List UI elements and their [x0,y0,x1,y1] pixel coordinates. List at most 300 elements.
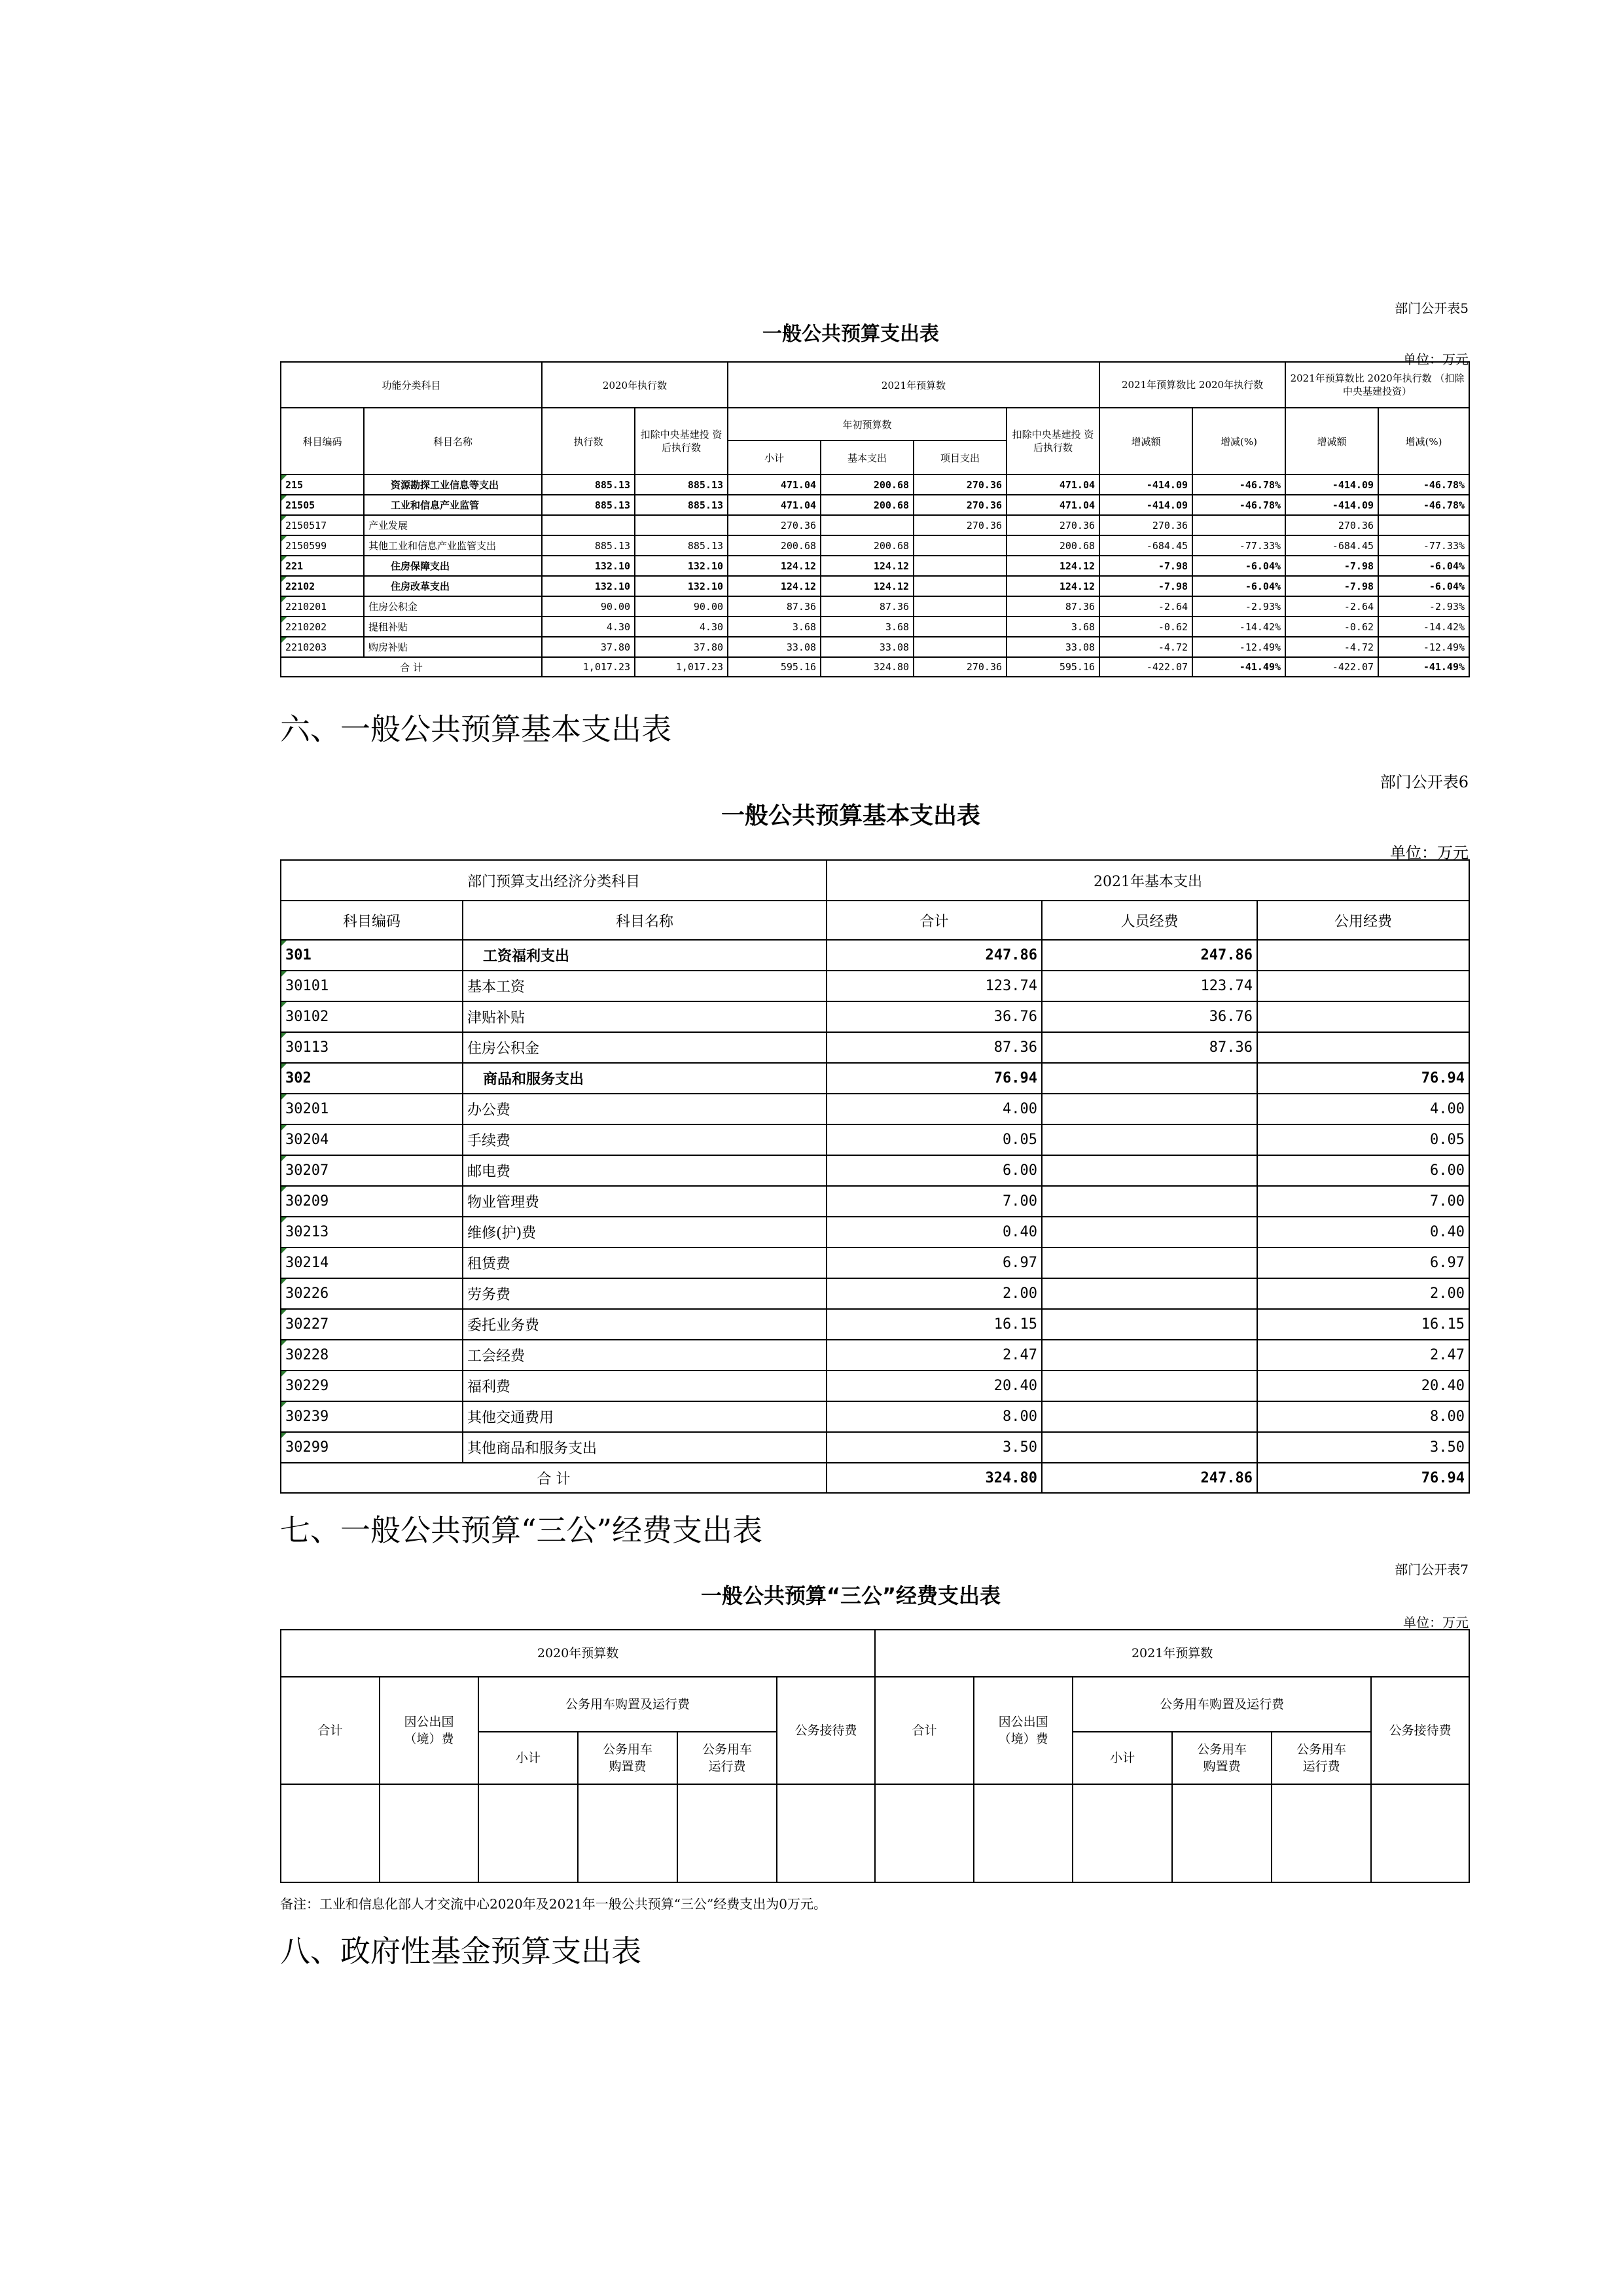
row-value: 87.36 [821,596,914,617]
table-row [281,535,1469,556]
table6-title: 一般公共预算基本支出表 [721,802,980,829]
table6-total-label: 合 计 [281,1463,827,1493]
hdr-zhixing: 执行数 [542,408,635,475]
row-value: -414.09 [1285,495,1378,515]
table-row [281,495,1469,515]
hdr-heji: 合计 [827,901,1042,940]
hdr-zjl: 增减(%) [1192,408,1285,475]
row-value: 3.50 [827,1432,1042,1463]
row-name: 工会经费 [463,1340,827,1371]
row-value: -46.78% [1378,475,1469,495]
hdr-y2020: 2020年预算数 [281,1630,875,1677]
row-value: 471.04 [728,495,821,515]
table5-total-cell: 1,017.23 [635,657,728,677]
row-value: 885.13 [635,535,728,556]
hdr-zje: 增减额 [1099,408,1192,475]
hdr-gouzhi-2020: 公务用车 购置费 [578,1732,677,1784]
row-value [1042,1155,1257,1186]
hdr-nianchu: 年初预算数 [728,408,1007,440]
table7-note: 备注：工业和信息化部人才交流中心2020年及2021年一般公共预算“三公”经费支出为0万元。 [280,1896,827,1912]
hdr-xiangmu: 项目支出 [914,440,1007,475]
row-value: 6.00 [827,1155,1042,1186]
table7-cell [974,1784,1073,1882]
row-value: 4.00 [1257,1094,1469,1124]
hdr-yingong-2021: 因公出国 （境）费 [974,1677,1073,1784]
row-value: -684.45 [1285,535,1378,556]
row-value: 90.00 [542,596,635,617]
row-value [914,596,1007,617]
row-code: 30214 [281,1247,463,1278]
row-value: -46.78% [1192,475,1285,495]
row-value: 123.74 [827,971,1042,1001]
hdr-gongche-2020: 公务用车购置及运行费 [478,1677,777,1732]
hdr-gongche-2021: 公务用车购置及运行费 [1073,1677,1371,1732]
row-value: 885.13 [635,475,728,495]
table5-tag: 部门公开表5 [1395,300,1469,316]
row-value: -2.93% [1378,596,1469,617]
table-row [281,1094,1469,1124]
row-name: 劳务费 [463,1278,827,1309]
row-value: 123.74 [1042,971,1257,1001]
row-name: 资源勘探工业信息等支出 [364,475,542,495]
hdr-cmp1: 2021年预算数比 2020年执行数 [1099,362,1285,408]
table-row [281,556,1469,576]
row-value: 6.97 [1257,1247,1469,1278]
hdr-yunxing-2020: 公务用车 运行费 [677,1732,777,1784]
hdr-xiaoji: 小计 [728,440,821,475]
row-value: -414.09 [1099,495,1192,515]
row-value [1192,515,1285,535]
row-value: 132.10 [635,556,728,576]
table5-total-cell: -422.07 [1285,657,1378,677]
row-value [914,637,1007,657]
row-code: 22102 [281,576,364,596]
table-row [281,940,1469,971]
row-value: 247.86 [1042,940,1257,971]
row-name: 提租补贴 [364,617,542,637]
table6-total-cell: 324.80 [827,1463,1042,1493]
row-code: 30229 [281,1371,463,1401]
row-value: 6.00 [1257,1155,1469,1186]
row-code: 2150517 [281,515,364,535]
table7-cell [380,1784,478,1882]
table5-total-cell: 595.16 [1007,657,1099,677]
row-value: 0.05 [827,1124,1042,1155]
table-row [281,576,1469,596]
row-code: 301 [281,940,463,971]
row-value: 4.00 [827,1094,1042,1124]
row-name: 其他商品和服务支出 [463,1432,827,1463]
row-value: 20.40 [1257,1371,1469,1401]
table-row [281,1401,1469,1432]
table6 [280,859,1470,1494]
hdr-heji-2020: 合计 [281,1677,380,1784]
row-value: 8.00 [1257,1401,1469,1432]
row-name: 基本工资 [463,971,827,1001]
hdr-cmp2: 2021年预算数比 2020年执行数 （扣除中央基建投资） [1285,362,1469,408]
row-code: 30227 [281,1309,463,1340]
row-value: 270.36 [728,515,821,535]
row-name: 邮电费 [463,1155,827,1186]
table7-title: 一般公共预算“三公”经费支出表 [700,1583,1001,1608]
row-value: 33.08 [1007,637,1099,657]
table-row [281,617,1469,637]
row-name: 福利费 [463,1371,827,1401]
row-value [1042,1401,1257,1432]
row-value: 8.00 [827,1401,1042,1432]
row-name: 租赁费 [463,1247,827,1278]
hdr-code: 科目编码 [281,901,463,940]
row-value: -77.33% [1378,535,1469,556]
row-name: 商品和服务支出 [463,1063,827,1094]
table-row [281,1155,1469,1186]
table7-cell [281,1784,380,1882]
row-value: 4.30 [542,617,635,637]
row-value [1042,1340,1257,1371]
section-8-heading: 八、政府性基金预算支出表 [280,1933,641,1969]
row-value: 471.04 [1007,495,1099,515]
row-value: 270.36 [914,495,1007,515]
row-value: 2.00 [1257,1278,1469,1309]
table-row [281,1371,1469,1401]
row-name: 津贴补贴 [463,1001,827,1032]
row-code: 30239 [281,1401,463,1432]
row-value: -6.04% [1192,576,1285,596]
row-value [1257,940,1469,971]
row-value: 200.68 [821,495,914,515]
row-code: 302 [281,1063,463,1094]
section-6-heading: 六、一般公共预算基本支出表 [280,711,671,747]
hdr-code: 科目编码 [281,408,364,475]
row-code: 30113 [281,1032,463,1063]
table7-unit: 单位：万元 [1403,1615,1469,1630]
hdr-kouchu2: 扣除中央基建投 资后执行数 [1007,408,1099,475]
row-value: 3.68 [821,617,914,637]
row-value: 270.36 [1099,515,1192,535]
row-value: 76.94 [827,1063,1042,1094]
table-row [281,596,1469,617]
hdr-yingong-2020: 因公出国 （境）费 [380,1677,478,1784]
row-value: 270.36 [914,515,1007,535]
table7-cell [1073,1784,1172,1882]
row-value [1042,1371,1257,1401]
hdr-y2021: 2021年预算数 [875,1630,1469,1677]
row-value: 36.76 [1042,1001,1257,1032]
row-value: 16.15 [1257,1309,1469,1340]
table-row [281,1217,1469,1247]
table5-total-label: 合 计 [281,657,542,677]
row-value: -4.72 [1099,637,1192,657]
table-row [281,637,1469,657]
row-code: 30102 [281,1001,463,1032]
row-value: -0.62 [1099,617,1192,637]
table7-cell [875,1784,974,1882]
hdr-kouchu: 扣除中央基建投 资后执行数 [635,408,728,475]
row-value: 33.08 [728,637,821,657]
table7-cell [578,1784,677,1882]
table7-cell [677,1784,777,1882]
row-value: 87.36 [1042,1032,1257,1063]
row-value [1042,1063,1257,1094]
row-value: 247.86 [827,940,1042,971]
row-value [914,535,1007,556]
table-row [281,971,1469,1001]
row-value: -6.04% [1192,556,1285,576]
row-name: 办公费 [463,1094,827,1124]
row-code: 30226 [281,1278,463,1309]
hdr-zjl2: 增减(%) [1378,408,1469,475]
hdr-exec2020: 2020年执行数 [542,362,728,408]
row-value: 4.30 [635,617,728,637]
hdr-basic2021: 2021年基本支出 [827,860,1469,901]
row-value [1042,1124,1257,1155]
row-value: -4.72 [1285,637,1378,657]
table5-total-cell: 324.80 [821,657,914,677]
hdr-jiben: 基本支出 [821,440,914,475]
table7 [280,1629,1470,1883]
row-value: 2.47 [827,1340,1042,1371]
row-value: 90.00 [635,596,728,617]
table7-cell [1371,1784,1469,1882]
row-value: 76.94 [1257,1063,1469,1094]
row-value: -7.98 [1099,576,1192,596]
row-value: -12.49% [1378,637,1469,657]
row-value: 132.10 [542,576,635,596]
row-value: 471.04 [728,475,821,495]
table5-total-cell: -41.49% [1378,657,1469,677]
row-value: 16.15 [827,1309,1042,1340]
row-name: 维修(护)费 [463,1217,827,1247]
table-row [281,515,1469,535]
row-code: 30101 [281,971,463,1001]
table5-total-cell: 595.16 [728,657,821,677]
row-name: 产业发展 [364,515,542,535]
row-name: 手续费 [463,1124,827,1155]
row-name: 住房公积金 [463,1032,827,1063]
row-code: 30204 [281,1124,463,1155]
row-value [1257,1001,1469,1032]
row-value: -77.33% [1192,535,1285,556]
row-value: 200.68 [821,475,914,495]
row-value: -414.09 [1099,475,1192,495]
table-row [281,1309,1469,1340]
row-value: 7.00 [1257,1186,1469,1217]
table-row [281,1032,1469,1063]
row-code: 221 [281,556,364,576]
row-value [914,576,1007,596]
hdr-jiedai-2021: 公务接待费 [1371,1677,1469,1784]
row-value: 0.40 [827,1217,1042,1247]
table5-title: 一般公共预算支出表 [762,323,939,346]
table5-total-cell: -422.07 [1099,657,1192,677]
table6-tag: 部门公开表6 [1380,773,1469,791]
hdr-func: 功能分类科目 [281,362,542,408]
row-value: 3.68 [728,617,821,637]
row-value: -14.42% [1192,617,1285,637]
table5 [280,361,1470,677]
row-value: 200.68 [728,535,821,556]
table-row [281,1247,1469,1278]
row-value: 270.36 [1285,515,1378,535]
row-value [1378,515,1469,535]
row-code: 30207 [281,1155,463,1186]
row-code: 215 [281,475,364,495]
row-value [1042,1432,1257,1463]
row-value: 87.36 [728,596,821,617]
row-value [1042,1278,1257,1309]
row-name: 其他工业和信息产业监管支出 [364,535,542,556]
hdr-gongyong: 公用经费 [1257,901,1469,940]
row-value [821,515,914,535]
row-name: 住房保障支出 [364,556,542,576]
row-value: 885.13 [542,475,635,495]
row-value: 124.12 [728,576,821,596]
row-value: -0.62 [1285,617,1378,637]
row-value: 270.36 [914,475,1007,495]
table5-total-cell: 270.36 [914,657,1007,677]
row-value: 124.12 [1007,576,1099,596]
hdr-renyuan: 人员经费 [1042,901,1257,940]
row-value: -2.93% [1192,596,1285,617]
row-value [1042,1309,1257,1340]
hdr-jiedai-2020: 公务接待费 [777,1677,875,1784]
row-value [542,515,635,535]
row-name: 其他交通费用 [463,1401,827,1432]
hdr-zje2: 增减额 [1285,408,1378,475]
row-value: 36.76 [827,1001,1042,1032]
table-row [281,1001,1469,1032]
row-value: -414.09 [1285,475,1378,495]
table6-total-cell: 76.94 [1257,1463,1469,1493]
row-value [1257,1032,1469,1063]
row-code: 21505 [281,495,364,515]
row-value: 6.97 [827,1247,1042,1278]
hdr-heji-2021: 合计 [875,1677,974,1784]
hdr-budget2021: 2021年预算数 [728,362,1099,408]
row-value [914,617,1007,637]
table-row [281,1124,1469,1155]
row-value: 37.80 [542,637,635,657]
row-value: 132.10 [542,556,635,576]
row-value: 124.12 [1007,556,1099,576]
row-value: -7.98 [1099,556,1192,576]
row-value: 0.40 [1257,1217,1469,1247]
section-7-heading: 七、一般公共预算“三公”经费支出表 [280,1513,763,1548]
table-row [281,1340,1469,1371]
row-value: 132.10 [635,576,728,596]
row-value: 124.12 [821,556,914,576]
row-value: -684.45 [1099,535,1192,556]
row-value [635,515,728,535]
hdr-econ: 部门预算支出经济分类科目 [281,860,827,901]
row-value [914,556,1007,576]
hdr-name: 科目名称 [364,408,542,475]
row-code: 30209 [281,1186,463,1217]
row-value: 200.68 [821,535,914,556]
row-name: 工资福利支出 [463,940,827,971]
row-code: 30299 [281,1432,463,1463]
table7-cell [1172,1784,1272,1882]
table7-cell [1272,1784,1371,1882]
row-value: 87.36 [827,1032,1042,1063]
row-code: 30201 [281,1094,463,1124]
row-value: 33.08 [821,637,914,657]
row-value: -46.78% [1192,495,1285,515]
row-value: -46.78% [1378,495,1469,515]
row-value: 885.13 [542,535,635,556]
row-value [1257,971,1469,1001]
row-value: 124.12 [821,576,914,596]
row-value: 0.05 [1257,1124,1469,1155]
row-value: -7.98 [1285,576,1378,596]
row-value: -12.49% [1192,637,1285,657]
row-value: 37.80 [635,637,728,657]
table5-total-cell: -41.49% [1192,657,1285,677]
row-value: -7.98 [1285,556,1378,576]
hdr-yunxing-2021: 公务用车 运行费 [1272,1732,1371,1784]
table-row [281,1063,1469,1094]
row-value: -6.04% [1378,556,1469,576]
row-code: 2150599 [281,535,364,556]
row-value: 885.13 [635,495,728,515]
table5-total-cell: 1,017.23 [542,657,635,677]
table7-tag: 部门公开表7 [1395,1562,1469,1577]
table-row [281,1432,1469,1463]
row-value: 87.36 [1007,596,1099,617]
row-value: 471.04 [1007,475,1099,495]
row-value [1042,1094,1257,1124]
table7-cell [478,1784,578,1882]
hdr-gouzhi-2021: 公务用车 购置费 [1172,1732,1272,1784]
row-value: -2.64 [1099,596,1192,617]
row-value: -14.42% [1378,617,1469,637]
row-name: 工业和信息产业监管 [364,495,542,515]
row-value: 2.47 [1257,1340,1469,1371]
row-value [1042,1186,1257,1217]
row-code: 30228 [281,1340,463,1371]
row-value: 7.00 [827,1186,1042,1217]
table-row [281,1278,1469,1309]
row-name: 购房补贴 [364,637,542,657]
table-row [281,475,1469,495]
row-value [1042,1247,1257,1278]
row-value: -2.64 [1285,596,1378,617]
row-value: 270.36 [1007,515,1099,535]
row-value: 3.68 [1007,617,1099,637]
row-code: 30213 [281,1217,463,1247]
row-name: 委托业务费 [463,1309,827,1340]
table5-unit: 单位：万元 [1403,351,1469,367]
row-code: 2210201 [281,596,364,617]
row-value [1042,1217,1257,1247]
hdr-xiaoji-2021: 小计 [1073,1732,1172,1784]
row-value: 124.12 [728,556,821,576]
row-value: 885.13 [542,495,635,515]
hdr-xiaoji-2020: 小计 [478,1732,578,1784]
row-value: 20.40 [827,1371,1042,1401]
row-value: -6.04% [1378,576,1469,596]
row-value: 200.68 [1007,535,1099,556]
table6-total-cell: 247.86 [1042,1463,1257,1493]
row-value: 3.50 [1257,1432,1469,1463]
row-code: 2210203 [281,637,364,657]
table-row [281,1186,1469,1217]
hdr-name: 科目名称 [463,901,827,940]
table7-cell [777,1784,875,1882]
row-name: 住房公积金 [364,596,542,617]
row-value: 2.00 [827,1278,1042,1309]
row-name: 物业管理费 [463,1186,827,1217]
